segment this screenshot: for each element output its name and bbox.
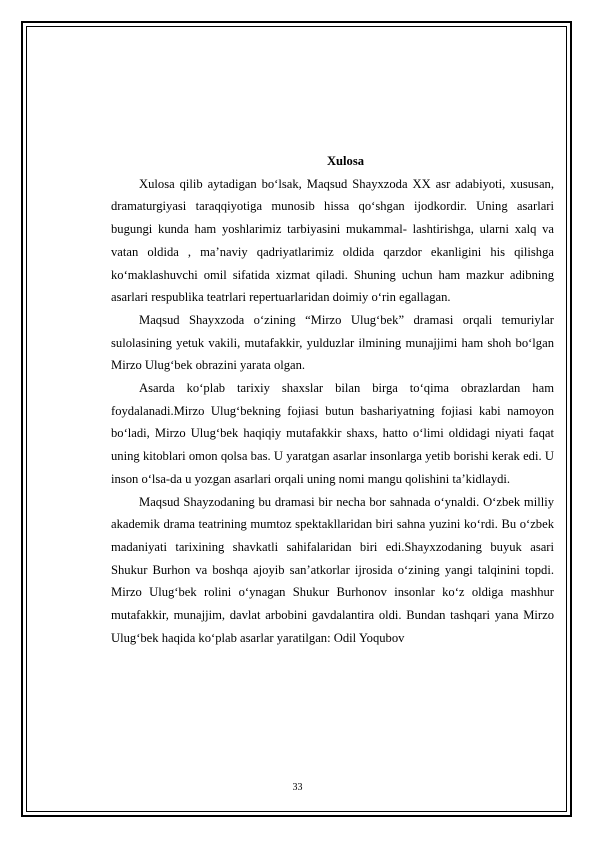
paragraph-4: Maqsud Shayzodaning bu dramasi bir necha bor sahnada o‘ynaldi. O‘zbek milliy akademik drama teatrining mumtoz spektakllaridan biri sahna yuzini ko‘rdi. Bu o‘zbek madaniyati tarixining shavkatli sahifalaridan biri edi.Shayxzodaning buyuk asari Shukur Burhon va boshqa ajoyib san’atkorlar ijrosida o‘zining yangi talqinini topdi. Mirzo Ulug‘bek rolini o‘ynagan Shukur Burhonov insonlar ko‘z oldiga mashhur mutafakkir, munajjim, davlat arbobini gavdalantira oldi. Bundan tashqari yana Mirzo Ulug‘bek haqida ko‘plab asarlar yaratilgan: Odil Yoqubov	[111, 494, 554, 645]
page-number: 33	[292, 782, 303, 793]
paragraph-2: Maqsud Shayxzoda o‘zining “Mirzo Ulug‘bek” dramasi orqali temuriylar sulolasining yetuk vakili, mutafakkir, yulduzlar ilmining munajjimi ham shoh bo‘lgan Mirzo Ulug‘bek obrazini yarata olgan.	[111, 312, 554, 373]
document-body	[111, 150, 554, 649]
section-title: Xulosa	[326, 154, 365, 168]
paragraph-3: Asarda ko‘plab tarixiy shaxslar bilan birga to‘qima obrazlardan ham foydalanadi.Mirzo Ulug‘bekning fojiasi butun bashariyatning fojiasi kabi namoyon bo‘ladi, Mirzo Ulug‘bek haqiqiy mutafakkir shaxs, hatto o‘limi oldidagi niyati faqat uning kitoblari omon qolsa bas. U yaratgan asarlar insonlarga yetib borishi kerak edi. U inson o‘lsa-da u yozgan asarlari orqali uning nomi mangu qolishini ta’kidlaydi.	[111, 381, 554, 486]
paragraph-1: Xulosa qilib aytadigan bo‘lsak, Maqsud Shayxzoda XX asr adabiyoti, xususan, dramaturgiyasi taraqqiyotiga munosib hissa qo‘shgan ijodkordir. Uning asarlari bugungi kunda ham yoshlarimiz tarbiyasini mukammal- lashtirishga, ularni xalq va vatan oldida , ma’naviy qadriyatlarimiz oldida qarzdor ekanligini his qilishga ko‘maklashuvchi omil sifatida xizmat qiladi. Shuning uchun ham mazkur adibning asarlari respublika teatrlari repertuarlaridan doimiy o‘rin egallagan.	[111, 176, 554, 305]
